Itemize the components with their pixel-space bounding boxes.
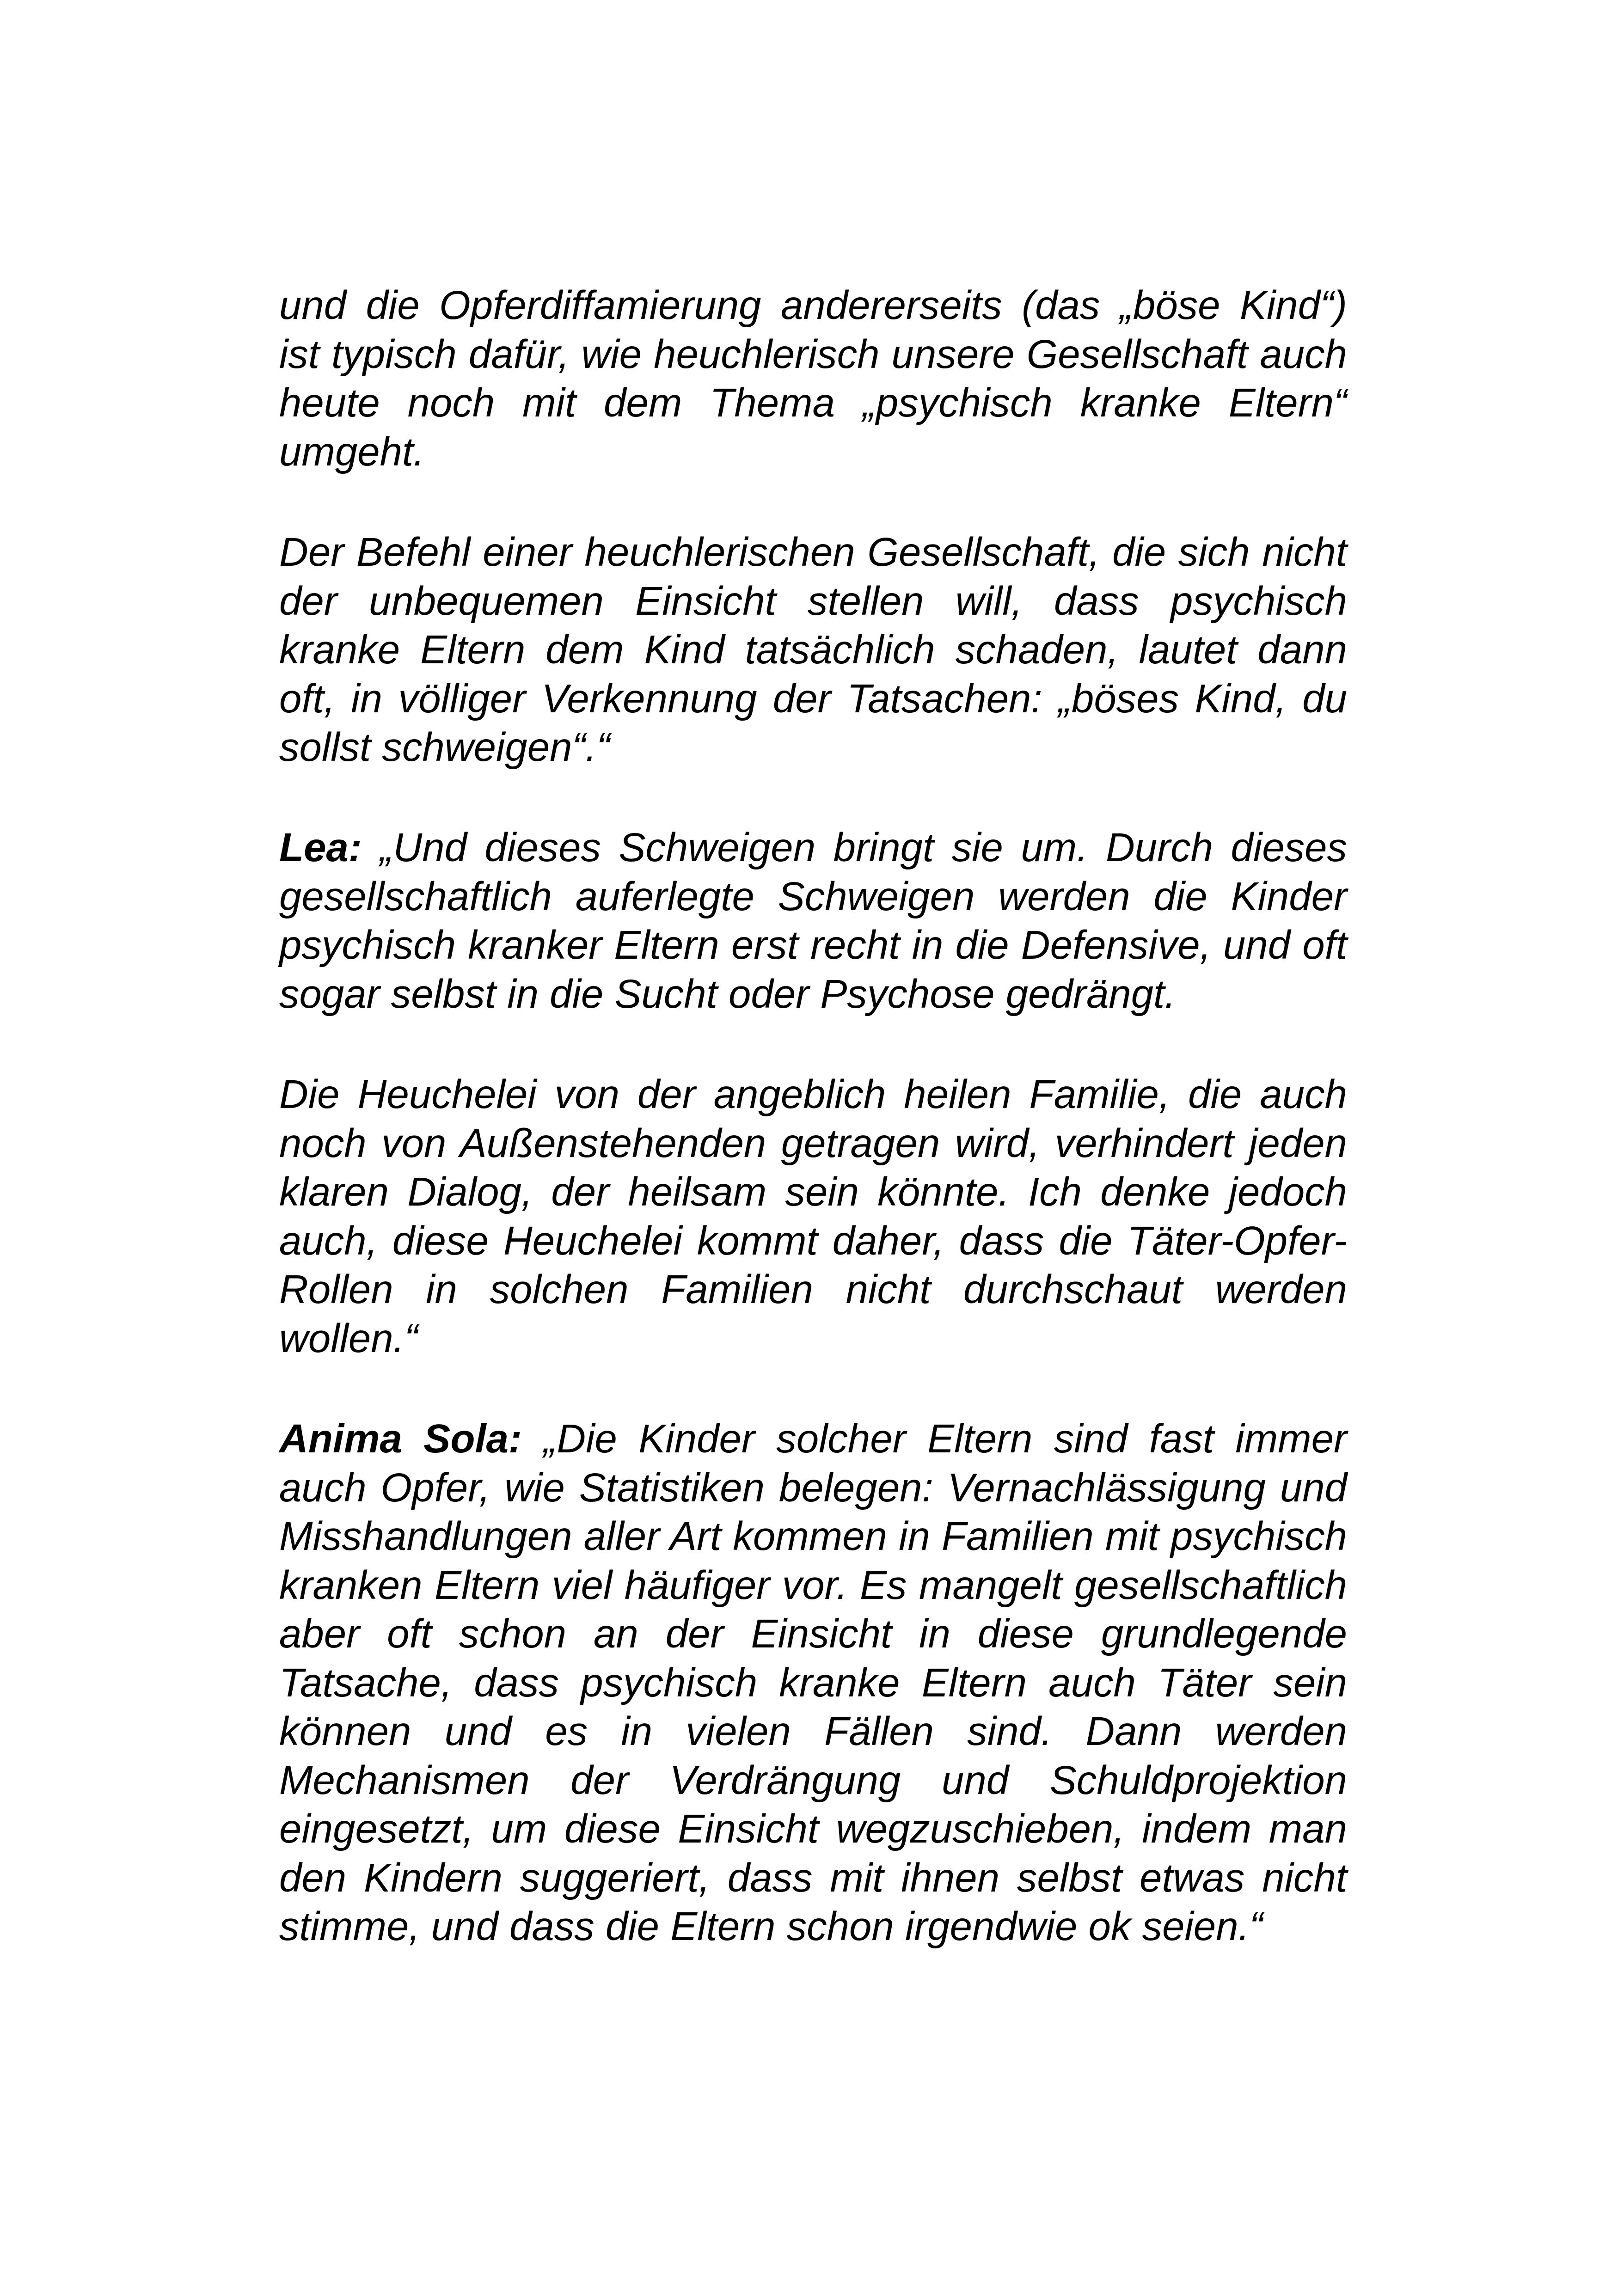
paragraph (279, 281, 1347, 476)
paragraph-text: „Und dieses Schweigen bringt sie um. Durch dieses gesellschaftlich auferlegte Schweigen werden die Kinder psychisch kranker Eltern erst recht in die Defensive, und oft sogar selbst in die Sucht oder Psychose gedrängt. (279, 825, 1348, 1016)
paragraph-text: und die Opferdiffamierung andererseits (das „böse Kind“) ist typisch dafür, wie heuchlerisch unsere Gesellschaft auch heute noch mit dem Thema „psychisch kranke Eltern“ umgeht. (279, 283, 1347, 474)
speaker-name: Anima Sola: (279, 1416, 522, 1461)
paragraph (279, 1414, 1347, 1951)
paragraph (279, 528, 1347, 772)
paragraph (279, 823, 1347, 1018)
speaker-name: Lea: (279, 825, 362, 870)
paragraph (279, 1070, 1347, 1363)
paragraph-text: „Die Kinder solcher Eltern sind fast immer auch Opfer, wie Statistiken belegen: Vernachlässigung und Misshandlungen aller Art kommen in Familien mit psychisch kranken Eltern viel häufiger vor. Es mangelt gesellschaftlich aber oft schon an der Einsicht in diese grundlegende Tatsache, dass psychisch kranke Eltern auch Täter sein können und es in vielen Fällen sind. Dann werden Mechanismen der Verdrängung und Schuldprojektion eingesetzt, um diese Einsicht wegzuschieben, indem man den Kindern suggeriert, dass mit ihnen selbst etwas nicht stimme, und dass die Eltern schon irgendwie ok seien.“ (279, 1416, 1347, 1949)
paragraph-text: Die Heuchelei von der angeblich heilen Familie, die auch noch von Außenstehenden getragen wird, verhindert jeden klaren Dialog, der heilsam sein könnte. Ich denke jedoch auch, diese Heuchelei kommt daher, dass die Täter-Opfer-Rollen in solchen Familien nicht durchschaut werden wollen.“ (279, 1072, 1347, 1361)
paragraph-text: Der Befehl einer heuchlerischen Gesellschaft, die sich nicht der unbequemen Einsicht stellen will, dass psychisch kranke Eltern dem Kind tatsächlich schaden, lautet dann oft, in völliger Verkennung der Tatsachen: „böses Kind, du sollst schweigen“.“ (279, 530, 1347, 770)
